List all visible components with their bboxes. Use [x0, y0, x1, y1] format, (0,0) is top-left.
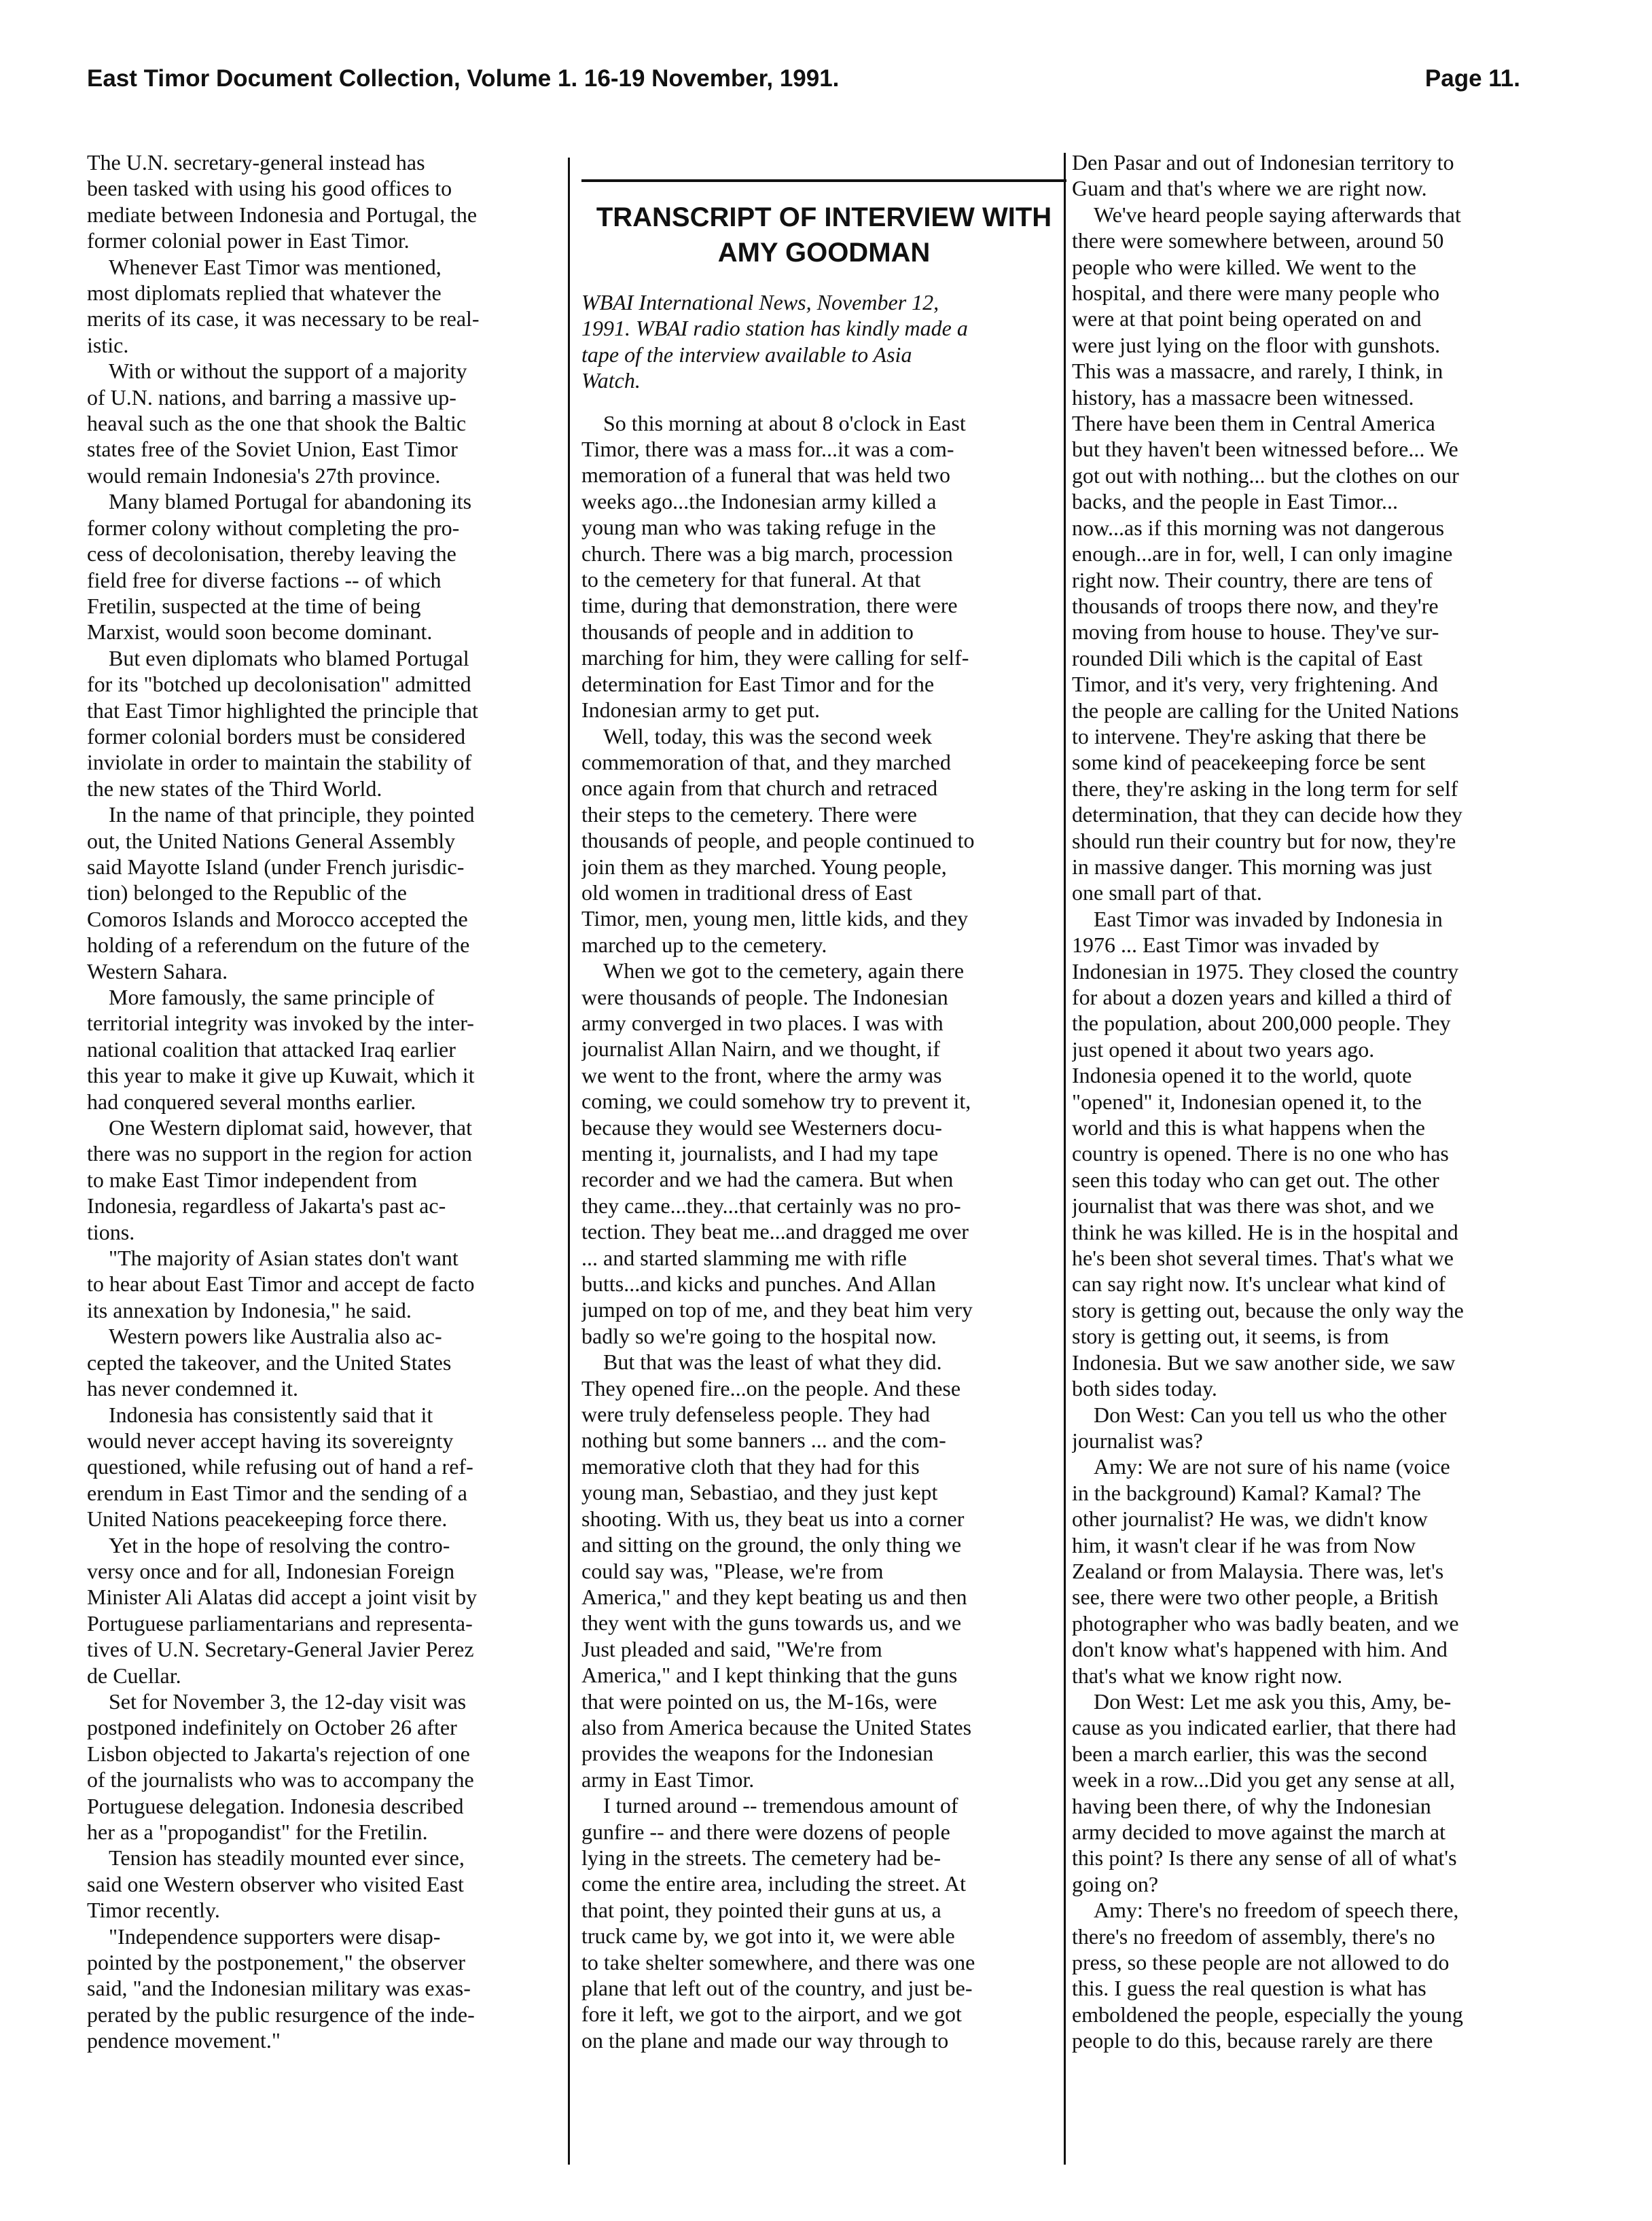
paragraph: One Western diplomat said, however, that there was no support in the region for action to make East Timor independent from Indonesia, regardless of Jakarta's past ac- tions.: [87, 1115, 472, 1244]
paragraph: Yet in the hope of resolving the contro- versy once and for all, Indonesian Foreign Minister Ali Alatas did accept a joint visit by Portuguese parliamentarians and representa- tives of U.N. Secretary-General Javier Perez de Cuellar.: [87, 1532, 478, 1688]
article-headline: TRANSCRIPT OF INTERVIEW WITH AMY GOODMAN: [596, 202, 1052, 268]
paragraph: Many blamed Portugal for abandoning its former colony without completing the pro- cess of decolonisation, thereby leaving the field free for diverse factions -- of which Fretilin, suspected at the time of being Marxist, would soon become dominant.: [87, 489, 472, 645]
paragraph: So this morning at about 8 o'clock in East Timor, there was a mass for...it was a com- memoration of a funeral that was held two weeks ago...the Indonesian army killed a young man who was taking refuge in the church. There was a big march, procession to the cemetery for that funeral. At that time, during that demonstration, there were thousands of people and in addition to marching for him, they were calling for self- determination for East Timor and for the Indonesian army to get put.: [581, 410, 969, 723]
column-2: [581, 149, 1066, 2180]
paragraph: But that was the least of what they did. They opened fire...on the people. And these were truly defenseless people. They had nothing but some banners ... and the com- memorative cloth that they had for this young man, Sebastiao, and they just kept shooting. With us, they beat us into a corner and sitting on the ground, the only thing we could say was, "Please, we're from America," and they kept beating us and then they went with the guns towards us, and we Just pleaded and said, "We're from America," and I kept thinking that the guns that were pointed on us, the M-16s, were also from America because the United States provides the weapons for the Indonesian army in East Timor.: [581, 1350, 972, 1792]
publication-title: East Timor Document Collection, Volume 1. 16-19 November, 1991.: [87, 65, 840, 92]
headline-rule: [581, 179, 1066, 182]
article-source-note: WBAI International News, November 12, 1991. WBAI radio station has kindly made a tape of the interview available to Asia Watch.: [581, 290, 968, 393]
paragraph: More famously, the same principle of territorial integrity was invoked by the inter- national coalition that attacked Iraq earlier this year to make it give up Kuwait, which it had conquered several months earlier.: [87, 985, 475, 1114]
paragraph: East Timor was invaded by Indonesia in 1976 ... East Timor was invaded by Indonesian in 1975. They closed the country for about a dozen years and killed a third of the population, about 200,000 people. They just opened it about two years ago. Indonesia opened it to the world, quote "opened" it, Indonesian opened it, to the world and this is what happens when the country is opened. There is no one who has seen this today who can get out. The other journalist that was there was shot, and we think he was killed. He is in the hospital and he's been shot several times. That's what we can say right now. It's unclear what kind of story is getting out, because the only way the story is getting out, it seems, is from Indonesia. But we saw another side, we saw both sides today.: [1072, 906, 1464, 1401]
paragraph: Don West: Let me ask you this, Amy, be- cause as you indicated earlier, that there had been a march earlier, this was the second week in a row...Did you get any sense at all, having been there, of why the Indonesian army decided to move against the march at this point? Is there any sense of all of what's going on?: [1072, 1689, 1457, 1896]
paragraph: Western powers like Australia also ac- cepted the takeover, and the United States has never condemned it.: [87, 1324, 452, 1401]
column-3: [1072, 149, 1558, 2180]
paragraph: In the name of that principle, they pointed out, the United Nations General Assembly said Mayotte Island (under French jurisdic- tion) belonged to the Republic of the Comoros Islands and Morocco accepted the holding of a referendum on the future of the Western Sahara.: [87, 802, 475, 983]
paragraph: The U.N. secretary-general instead has been tasked with using his good offices to mediate between Indonesia and Portugal, the former colonial power in East Timor.: [87, 150, 478, 253]
paragraph: Don West: Can you tell us who the other journalist was?: [1072, 1402, 1447, 1453]
paragraph: "Independence supporters were disap- pointed by the postponement," the observer said, "and the Indonesian military was exas- perated by the public resurgence of the inde- pendence movement.": [87, 1924, 475, 2053]
paragraph: We've heard people saying afterwards that there were somewhere between, around 50 people who were killed. We went to the hospital, and there were many people who were at that point being operated on and were just lying on the floor with gunshots. This was a massacre, and rarely, I think, in history, has a massacre been witnessed. There have been them in Central America but they haven't been witnessed before... We got out with nothing... but the clothes on our backs, and the people in East Timor... now...as if this morning was not dangerous enough...are in for, well, I can only imagine right now. Their country, there are tens of thousands of troops there now, and they're moving from house to house. They've sur- rounded Dili which is the capital of East Timor, and it's very, very frightening. And the people are calling for the United Nations to intervene. They're asking that there be some kind of peacekeeping force be sent there, they're asking in the long term for self determination, that they can decide how they should run their country but for now, they're in massive danger. This morning was just one small part of that.: [1072, 202, 1462, 905]
paragraph: With or without the support of a majority of U.N. nations, and barring a massive up- heaval such as the one that shook the Baltic states free of the Soviet Union, East Timor would remain Indonesia's 27th province.: [87, 359, 467, 488]
page-header: [87, 65, 1520, 106]
paragraph: Well, today, this was the second week commemoration of that, and they marched once again from that church and retraced their steps to the cemetery. There were thousands of people, and people continued to join them as they marched. Young people, old women in traditional dress of East Timor, men, young men, little kids, and they marched up to the cemetery.: [581, 723, 975, 957]
paragraph: Den Pasar and out of Indonesian territory to Guam and that's where we are right now.: [1072, 150, 1454, 201]
paragraph: "The majority of Asian states don't want to hear about East Timor and accept de facto its annexation by Indonesia," he said.: [87, 1246, 475, 1322]
paragraph: I turned around -- tremendous amount of gunfire -- and there were dozens of people lying in the streets. The cemetery had be- come the entire area, including the street. At that point, they pointed their guns at us, a truck came by, we got into it, we were able to take shelter somewhere, and there was one plane that left out of the country, and just be- fore it left, we got to the airport, and we got on the plane and made our way through to: [581, 1793, 975, 2053]
paragraph: But even diplomats who blamed Portugal for its "botched up decolonisation" admitted that East Timor highlighted the principle that former colonial borders must be considered inviolate in order to maintain the stability of the new states of the Third World.: [87, 645, 478, 801]
column-1: [87, 149, 573, 2180]
paragraph: Amy: We are not sure of his name (voice in the background) Kamal? Kamal? The other journalist? He was, we didn't know him, it wasn't clear if he was from Now Zealand or from Malaysia. There was, let's see, there were two other people, a British photographer who was badly beaten, and we don't know what's happened with him. And that's what we know right now.: [1072, 1454, 1459, 1688]
paragraph: Indonesia has consistently said that it would never accept having its sovereignty questioned, while refusing out of hand a ref- erendum in East Timor and the sending of a United Nations peacekeeping force there.: [87, 1402, 473, 1532]
paragraph: Tension has steadily mounted ever since, said one Western observer who visited East Timor recently.: [87, 1845, 465, 1923]
paragraph: Set for November 3, the 12-day visit was postponed indefinitely on October 26 after Lisbon objected to Jakarta's rejection of one of the journalists who was to accompany the Portuguese delegation. Indonesia described her as a "propogandist" for the Fretilin.: [87, 1689, 474, 1844]
paragraph: When we got to the cemetery, again there were thousands of people. The Indonesian army converged in two places. I was with journalist Allan Nairn, and we thought, if we went to the front, where the army was coming, we could somehow try to prevent it, because they would see Westerners docu- menting it, journalists, and I had my tape recorder and we had the camera. But when they came...they...that certainly was no pro- tection. They beat me...and dragged me over ... and started slamming me with rifle butts...and kicks and punches. And Allan jumped on top of me, and they beat him very badly so we're going to the hospital now.: [581, 958, 973, 1348]
paragraph: Whenever East Timor was mentioned, most diplomats replied that whatever the merits of its case, it was necessary to be real- istic.: [87, 254, 480, 357]
paragraph: Amy: There's no freedom of speech there, there's no freedom of assembly, there's no press, so these people are not allowed to do this. I guess the real question is what has emboldened the people, especially the young people to do this, because rarely are there: [1072, 1898, 1463, 2053]
page-number: Page 11.: [1424, 65, 1520, 92]
